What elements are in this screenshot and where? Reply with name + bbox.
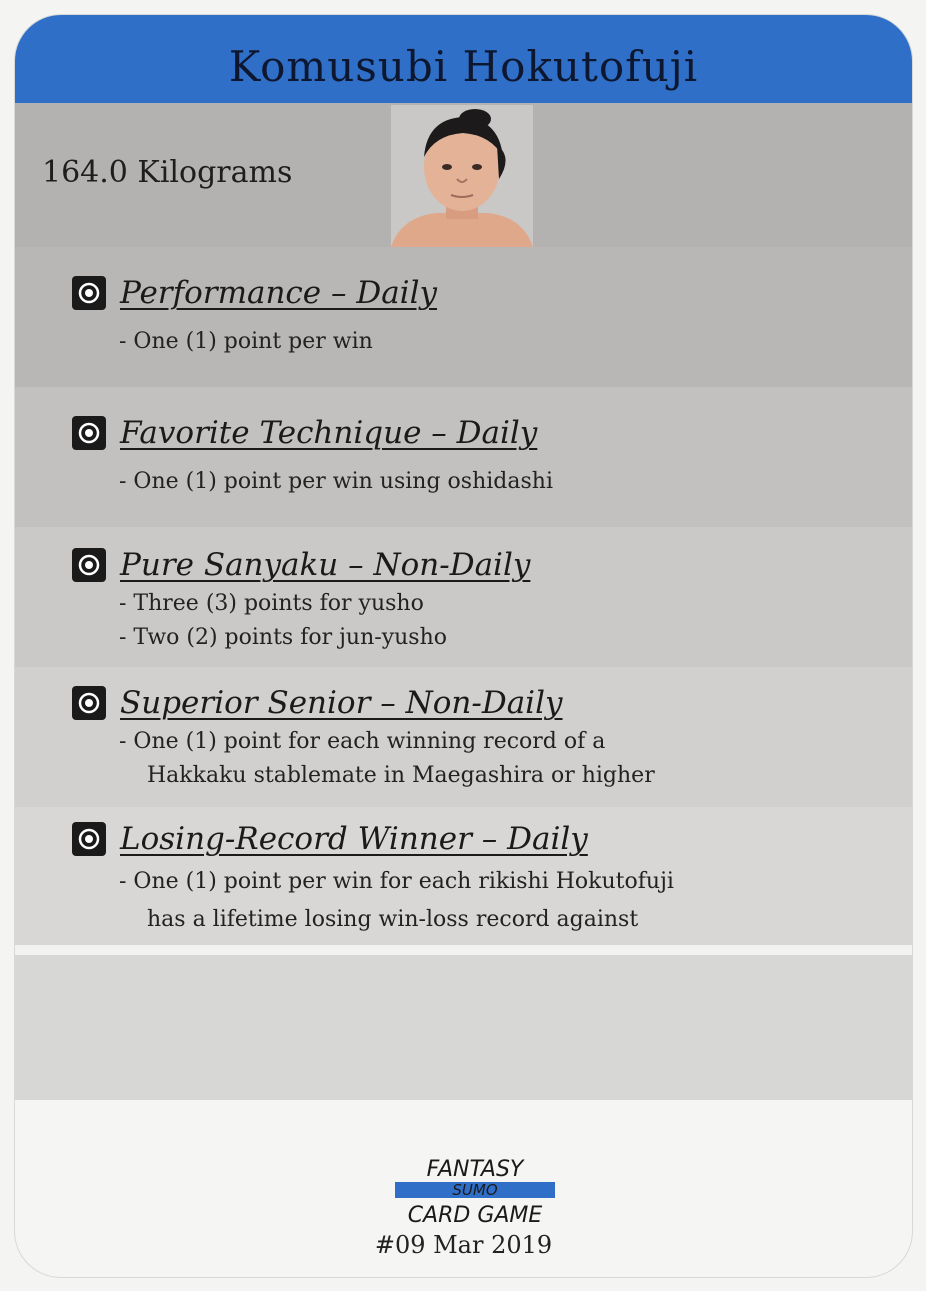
section-header: [72, 821, 588, 857]
target-icon: [72, 416, 106, 450]
section-line: - Three (3) points for yusho: [119, 591, 424, 616]
section-title: Losing-Record Winner – Daily: [120, 821, 588, 857]
section-header: [72, 275, 437, 311]
section-line: - One (1) point per win for each rikishi Hokutofuji: [119, 869, 674, 894]
section-line: - Two (2) points for jun-yusho: [119, 625, 447, 650]
target-icon: [72, 686, 106, 720]
fantasy-sumo-logo: [395, 1150, 555, 1230]
section-header: [72, 415, 537, 451]
section-header: [72, 685, 563, 721]
section-title: Pure Sanyaku – Non-Daily: [120, 547, 531, 583]
weight-label: 164.0 Kilograms: [42, 155, 293, 190]
section-line: - One (1) point per win using oshidashi: [119, 469, 553, 494]
title-bar: [15, 15, 912, 103]
target-icon: [72, 822, 106, 856]
weight-row: [15, 103, 912, 247]
wrestler-portrait: [391, 105, 533, 247]
section-favorite-technique: [15, 387, 912, 527]
section-line: - One (1) point for each winning record of a: [119, 729, 606, 754]
section-line: - One (1) point per win: [119, 329, 373, 354]
logo-line-2: SUMO: [452, 1181, 498, 1199]
section-superior-senior: [15, 667, 912, 807]
section-pure-sanyaku: [15, 527, 912, 667]
section-title: Favorite Technique – Daily: [120, 415, 538, 451]
divider: [15, 945, 912, 955]
card: [15, 15, 912, 1277]
target-icon: [72, 548, 106, 582]
section-performance: [15, 247, 912, 387]
logo-line-3: CARD GAME: [407, 1203, 543, 1228]
section-line: has a lifetime losing win-loss record against: [147, 907, 639, 932]
card-title: Komusubi Hokutofuji: [228, 41, 699, 91]
section-losing-record-winner: [15, 807, 912, 945]
logo-line-1: FANTASY: [426, 1157, 524, 1182]
section-header: [72, 547, 530, 583]
section-title: Performance – Daily: [120, 275, 438, 311]
section-title: Superior Senior – Non-Daily: [120, 685, 563, 721]
empty-row: [15, 955, 912, 1100]
scoring-sections: [15, 247, 912, 945]
section-line: Hakkaku stablemate in Maegashira or higher: [147, 763, 655, 788]
card-number: #09 Mar 2019: [374, 1231, 553, 1259]
target-icon: [72, 276, 106, 310]
wrestler-portrait-image: [391, 105, 533, 247]
